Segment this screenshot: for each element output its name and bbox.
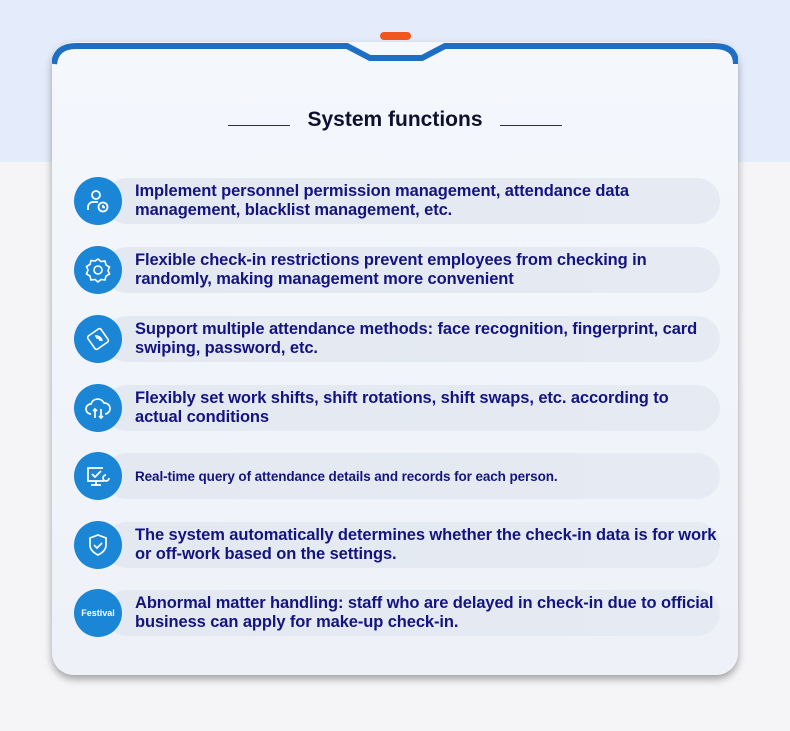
card-icon	[74, 315, 122, 363]
item-text: Implement personnel permission management, attendance data management, blacklist management, etc.	[135, 182, 629, 219]
list-item	[74, 521, 720, 569]
item-text: The system automatically determines whether the check-in data is for work or off-work based on the settings.	[135, 526, 717, 563]
monitor-check-icon	[74, 452, 122, 500]
item-text: Flexible check-in restrictions prevent employees from checking in randomly, making management more convenient	[135, 251, 647, 288]
item-text: Abnormal matter handling: staff who are delayed in check-in due to official business can apply for make-up check-in.	[135, 594, 714, 631]
card-top-border	[52, 42, 738, 82]
cloud-sync-icon	[74, 384, 122, 432]
item-text: Support multiple attendance methods: face recognition, fingerprint, card swiping, password, etc.	[135, 320, 698, 357]
list-item	[74, 384, 720, 432]
list-item	[74, 246, 720, 294]
list-item	[74, 589, 720, 637]
gear-icon	[74, 246, 122, 294]
user-clock-icon	[74, 177, 122, 225]
item-text: Real-time query of attendance details and records for each person.	[135, 468, 558, 484]
orange-indicator	[380, 32, 411, 40]
title-line-right	[500, 125, 562, 126]
page-title: System functions	[307, 108, 483, 131]
festival-icon: Festival	[74, 589, 122, 637]
item-text: Flexibly set work shifts, shift rotations, shift swaps, etc. according to actual conditions	[135, 389, 669, 426]
shield-check-icon	[74, 521, 122, 569]
list-item	[74, 315, 720, 363]
list-item	[74, 452, 720, 500]
list-item	[74, 177, 720, 225]
